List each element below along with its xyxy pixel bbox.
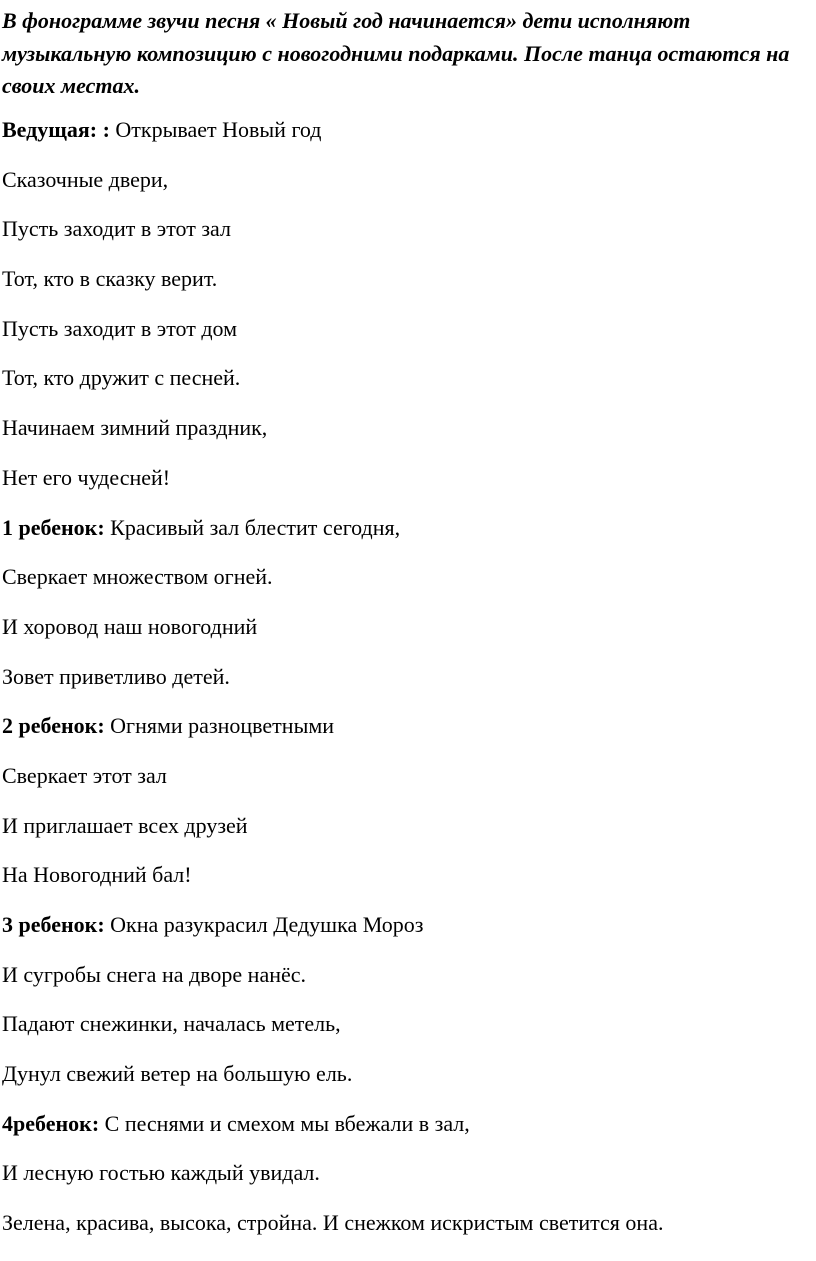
line-text: Начинаем зимний праздник, xyxy=(2,415,268,440)
script-line xyxy=(2,614,257,640)
speaker-label: Ведущая: : xyxy=(2,117,116,142)
script-line xyxy=(2,1111,470,1137)
script-line xyxy=(2,962,306,988)
stage-direction: В фонограмме звучи песня « Новый год начинается» дети исполняют музыкальную композицию с новогодними подарками. После танца остаются на своих местах. xyxy=(2,8,790,98)
script-line xyxy=(2,862,192,888)
line-text: Огнями разноцветными xyxy=(110,713,335,738)
line-text: Дунул свежий ветер на большую ель. xyxy=(2,1061,353,1086)
line-text: И приглашает всех друзей xyxy=(2,813,248,838)
line-text: С песнями и смехом мы вбежали в зал, xyxy=(104,1111,470,1136)
line-text: Пусть заходит в этот дом xyxy=(2,316,238,341)
line-text: Сверкает этот зал xyxy=(2,763,167,788)
script-line xyxy=(2,664,230,690)
speaker-label: 4ребенок: xyxy=(2,1111,105,1136)
line-text: И хоровод наш новогодний xyxy=(2,614,258,639)
script-line xyxy=(2,1160,320,1186)
script-line xyxy=(2,763,167,789)
line-text: Сверкает множеством огней. xyxy=(2,564,273,589)
line-text: На Новогодний бал! xyxy=(2,862,192,887)
script-line xyxy=(2,713,334,739)
line-text: Красивый зал блестит сегодня, xyxy=(110,515,401,540)
line-text: Падают снежинки, началась метель, xyxy=(2,1011,341,1036)
script-line xyxy=(2,1061,352,1087)
line-text: И лесную гостью каждый увидал. xyxy=(2,1160,320,1185)
speaker-label: 3 ребенок: xyxy=(2,912,111,937)
line-text: Пусть заходит в этот зал xyxy=(2,216,231,241)
line-text: Зелена, красива, высока, стройна. И снежком искристым светится она. xyxy=(2,1210,664,1235)
script-line xyxy=(2,465,170,491)
script-line xyxy=(2,515,400,541)
script-line xyxy=(2,117,321,143)
script-line xyxy=(2,1210,663,1236)
line-text: Нет его чудесней! xyxy=(2,465,171,490)
script-line xyxy=(2,216,231,242)
script-line xyxy=(2,167,168,193)
line-text: Окна разукрасил Дедушка Мороз xyxy=(110,912,424,937)
line-text: Тот, кто в сказку верит. xyxy=(2,266,218,291)
line-text: Сказочные двери, xyxy=(2,167,169,192)
script-line xyxy=(2,813,248,839)
script-line xyxy=(2,316,237,342)
script-line xyxy=(2,564,273,590)
script-line xyxy=(2,912,423,938)
speaker-label: 2 ребенок: xyxy=(2,713,111,738)
line-text: И сугробы снега на дворе нанёс. xyxy=(2,962,307,987)
script-line xyxy=(2,266,217,292)
script-line xyxy=(2,1011,341,1037)
script-line xyxy=(2,365,240,391)
line-text: Зовет приветливо детей. xyxy=(2,664,230,689)
line-text: Открывает Новый год xyxy=(115,117,322,142)
speaker-label: 1 ребенок: xyxy=(2,515,111,540)
script-line xyxy=(2,415,267,441)
line-text: Тот, кто дружит с песней. xyxy=(2,365,241,390)
